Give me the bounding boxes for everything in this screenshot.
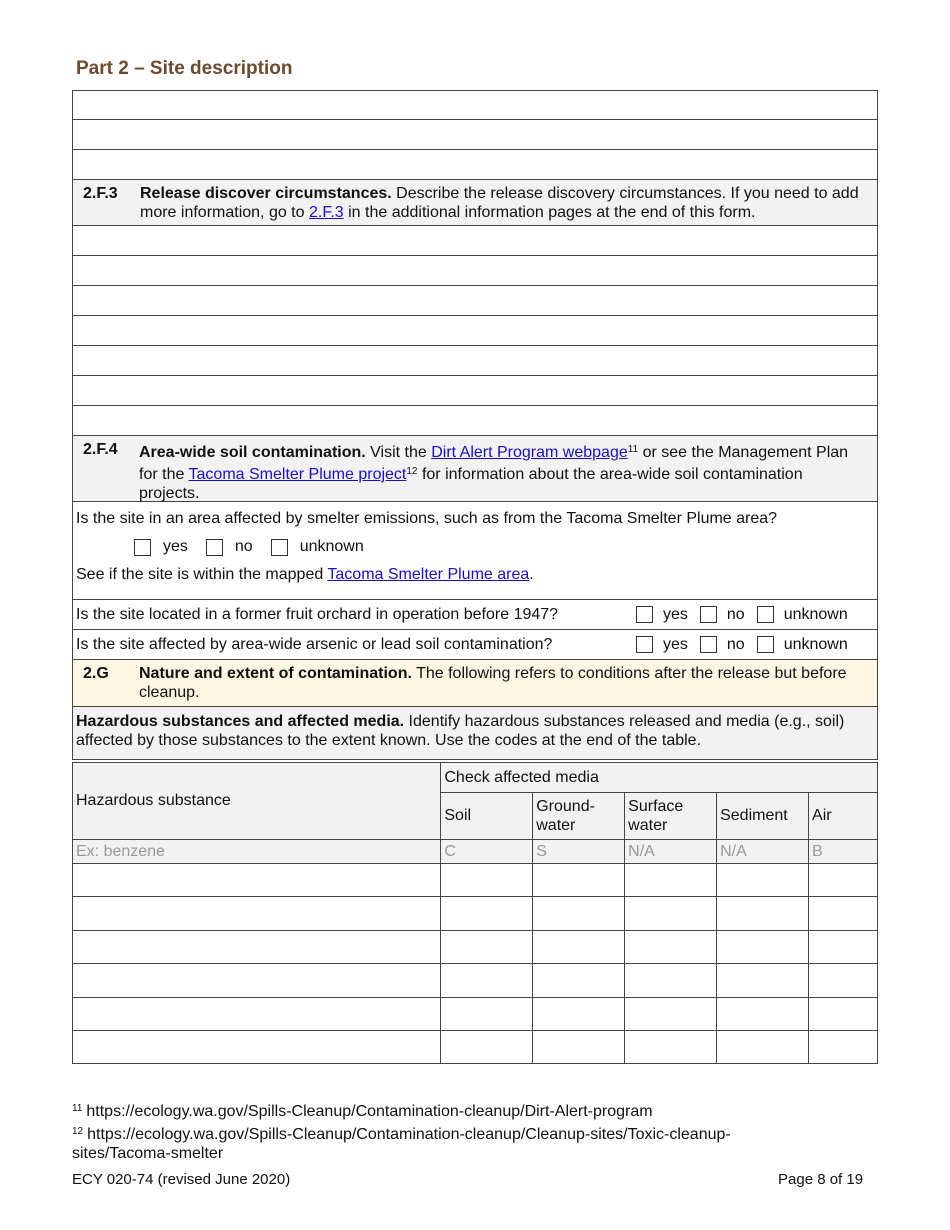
substance-cell[interactable] bbox=[73, 897, 441, 931]
text-entry-row[interactable] bbox=[72, 346, 878, 376]
arsenic-question-row: Is the site affected by area-wide arsenic or lead soil contamination? yes no unknown bbox=[72, 630, 878, 660]
media-cell[interactable] bbox=[625, 931, 717, 964]
orchard-no-checkbox[interactable] bbox=[700, 606, 717, 623]
media-cell[interactable] bbox=[809, 931, 878, 964]
orchard-unknown-checkbox[interactable] bbox=[757, 606, 774, 623]
media-cell[interactable] bbox=[717, 897, 809, 931]
orchard-yes-checkbox[interactable] bbox=[636, 606, 653, 623]
page-title: Part 2 – Site description bbox=[76, 58, 293, 79]
affected-media-table bbox=[72, 762, 878, 1064]
smelter-no-checkbox[interactable] bbox=[206, 539, 223, 556]
media-cell[interactable] bbox=[441, 1031, 533, 1064]
media-cell[interactable] bbox=[809, 1031, 878, 1064]
media-cell[interactable] bbox=[809, 964, 878, 998]
section-2g-text: Nature and extent of contamination. The following refers to conditions after the release but before cleanup. bbox=[139, 665, 847, 701]
smelter-question-block bbox=[72, 502, 878, 600]
substance-cell[interactable] bbox=[73, 931, 441, 964]
media-cell[interactable] bbox=[441, 931, 533, 964]
media-cell[interactable] bbox=[441, 998, 533, 1031]
media-cell[interactable] bbox=[533, 864, 625, 897]
media-cell[interactable] bbox=[533, 897, 625, 931]
sediment-column-header: Sediment bbox=[717, 793, 809, 840]
substance-column-header: Hazardous substance bbox=[73, 763, 441, 840]
footnote-11: $^{11}$ https://ecology.wa.gov/Spills-Cleanup/Contamination-cleanup/Dirt-Alert-program bbox=[72, 1103, 653, 1120]
example-row: Ex: benzene C S N/A N/A B bbox=[73, 840, 878, 864]
orchard-question: Is the site located in a former fruit orchard in operation before 1947? bbox=[76, 605, 559, 623]
text-entry-row[interactable] bbox=[72, 226, 878, 256]
text-entry-row[interactable] bbox=[72, 90, 878, 120]
groundwater-column-header: Ground-water bbox=[533, 793, 625, 840]
media-cell[interactable] bbox=[717, 864, 809, 897]
form-id: ECY 020-74 (revised June 2020) bbox=[72, 1171, 291, 1188]
substance-cell[interactable] bbox=[73, 964, 441, 998]
media-cell[interactable] bbox=[625, 1031, 717, 1064]
media-cell[interactable] bbox=[625, 998, 717, 1031]
site-description-form bbox=[72, 90, 878, 760]
media-cell[interactable] bbox=[717, 931, 809, 964]
media-cell[interactable] bbox=[625, 864, 717, 897]
arsenic-unknown-checkbox[interactable] bbox=[757, 636, 774, 653]
affected-media-group-header: Check affected media bbox=[441, 763, 878, 793]
section-2f3-header bbox=[72, 180, 878, 226]
section-2f3-text: Release discover circumstances. Describe the release discovery circumstances. If you need to add more information, go to 2.F.3 in the additional information pages at the end of this form. bbox=[140, 185, 859, 221]
media-cell[interactable] bbox=[809, 864, 878, 897]
substance-cell[interactable] bbox=[73, 864, 441, 897]
table-row bbox=[73, 1031, 878, 1064]
media-cell[interactable] bbox=[625, 964, 717, 998]
air-column-header: Air bbox=[809, 793, 878, 840]
section-2f4-text: Area-wide soil contamination. Visit the Dirt Alert Program webpage$^{11}$ or see the Management Plan for the Tacoma Smelter Plume project$^{12}$ for information about the area-wide soil contamination projects. bbox=[139, 444, 849, 502]
link-2f3[interactable]: 2.F.3 bbox=[308, 204, 344, 221]
text-entry-row[interactable] bbox=[72, 256, 878, 286]
substance-cell[interactable] bbox=[73, 1031, 441, 1064]
media-cell[interactable] bbox=[717, 964, 809, 998]
table-row bbox=[73, 964, 878, 998]
media-cell[interactable] bbox=[717, 998, 809, 1031]
media-cell[interactable] bbox=[441, 897, 533, 931]
section-2g-header bbox=[72, 660, 878, 707]
table-row bbox=[73, 864, 878, 897]
media-cell[interactable] bbox=[441, 964, 533, 998]
smelter-unknown-checkbox[interactable] bbox=[271, 539, 288, 556]
text-entry-row[interactable] bbox=[72, 286, 878, 316]
media-cell[interactable] bbox=[809, 998, 878, 1031]
media-cell[interactable] bbox=[533, 931, 625, 964]
section-number: 2.F.4 bbox=[83, 441, 118, 458]
smelter-options: yes no unknown bbox=[134, 538, 874, 556]
smelter-yes-checkbox[interactable] bbox=[134, 539, 151, 556]
hazardous-substances-intro: Hazardous substances and affected media. Identify hazardous substances released and media (e.g., soil) affected by those substances to the extent known. Use the codes at the end of the table. bbox=[72, 707, 878, 760]
section-2f4-header bbox=[72, 436, 878, 502]
media-cell[interactable] bbox=[533, 998, 625, 1031]
page-number: Page 8 of 19 bbox=[778, 1171, 864, 1188]
tacoma-smelter-plume-project-link[interactable]: Tacoma Smelter Plume project bbox=[188, 466, 407, 483]
section-title: Release discover circumstances. bbox=[140, 185, 392, 202]
section-number: 2.F.3 bbox=[83, 185, 118, 202]
tacoma-smelter-plume-area-link[interactable]: Tacoma Smelter Plume area bbox=[327, 566, 530, 583]
text-entry-row[interactable] bbox=[72, 120, 878, 150]
arsenic-yes-checkbox[interactable] bbox=[636, 636, 653, 653]
text-entry-row[interactable] bbox=[72, 150, 878, 180]
table-row bbox=[73, 897, 878, 931]
substance-cell[interactable] bbox=[73, 998, 441, 1031]
smelter-map-note: See if the site is within the mapped Tacoma Smelter Plume area. bbox=[76, 566, 534, 583]
text-entry-row[interactable] bbox=[72, 376, 878, 406]
surface-water-column-header: Surface water bbox=[625, 793, 717, 840]
smelter-question: Is the site in an area affected by smelter emissions, such as from the Tacoma Smelter Plume area? bbox=[76, 510, 778, 527]
media-cell[interactable] bbox=[717, 1031, 809, 1064]
text-entry-row[interactable] bbox=[72, 406, 878, 436]
media-cell[interactable] bbox=[533, 964, 625, 998]
section-number: 2.G bbox=[83, 665, 109, 682]
orchard-question-row: Is the site located in a former fruit orchard in operation before 1947? yes no unknown bbox=[72, 600, 878, 630]
media-cell[interactable] bbox=[533, 1031, 625, 1064]
table-row bbox=[73, 998, 878, 1031]
footnote-12: $^{12}$ https://ecology.wa.gov/Spills-Cleanup/Contamination-cleanup/Cleanup-sites/Toxic-cleanup-sites/Tacoma-smelter bbox=[72, 1126, 731, 1162]
table-row bbox=[73, 931, 878, 964]
media-cell[interactable] bbox=[625, 897, 717, 931]
media-cell[interactable] bbox=[809, 897, 878, 931]
media-cell[interactable] bbox=[441, 864, 533, 897]
soil-column-header: Soil bbox=[441, 793, 533, 840]
arsenic-no-checkbox[interactable] bbox=[700, 636, 717, 653]
text-entry-row[interactable] bbox=[72, 316, 878, 346]
arsenic-question: Is the site affected by area-wide arsenic or lead soil contamination? bbox=[76, 635, 553, 653]
dirt-alert-link[interactable]: Dirt Alert Program webpage bbox=[431, 444, 628, 461]
